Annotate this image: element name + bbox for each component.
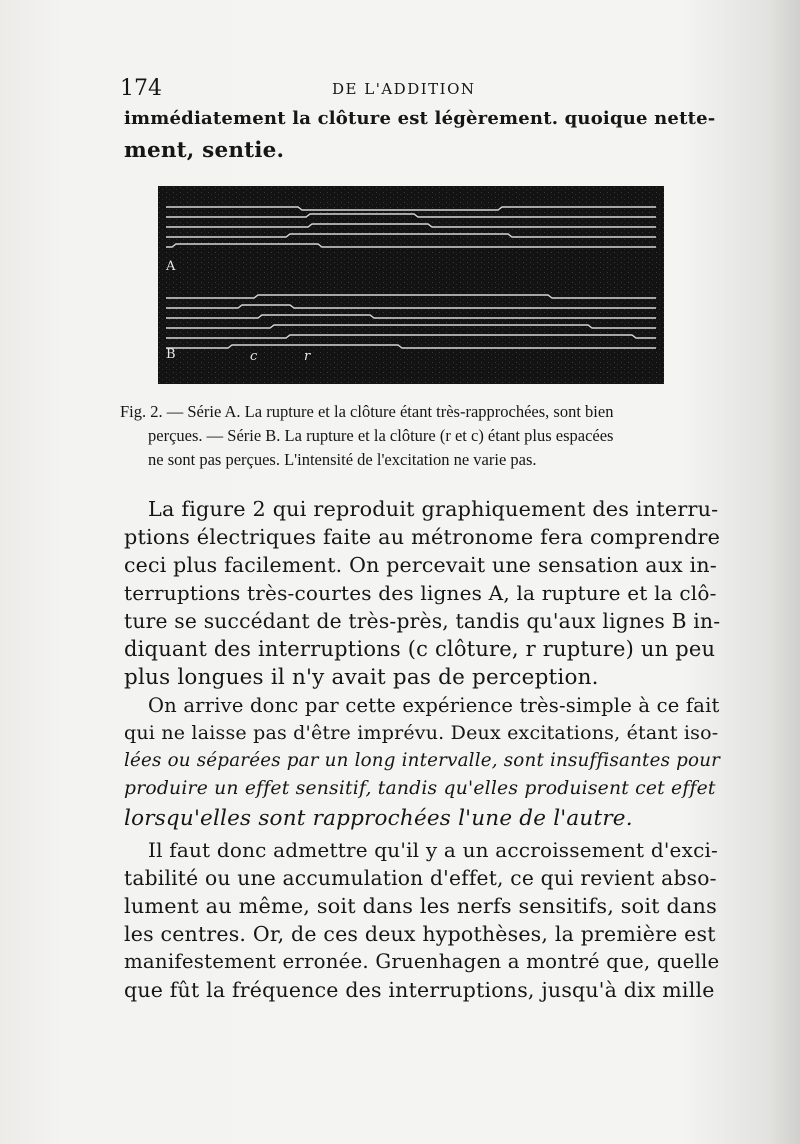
body-line-18: que fût la fréquence des interruptions, jusqu'à dix mille	[124, 978, 715, 1002]
body-line-9: qui ne laisse pas d'être imprévu. Deux excitations, étant iso-	[124, 722, 719, 744]
body-line-7: plus longues il n'y avait pas de perception.	[124, 665, 599, 690]
figure-caption-line-1: Fig. 2. — Série A. La rupture et la clôture étant très-rapprochées, sont bien	[120, 402, 614, 421]
running-head: DE L'ADDITION	[332, 80, 476, 98]
series-b-label: B	[166, 347, 176, 362]
body-line-12: lorsqu'elles sont rapprochées l'une de l'autre.	[124, 806, 633, 831]
figure-caption-line-3: ne sont pas perçues. L'intensité de l'excitation ne varie pas.	[148, 450, 537, 469]
page-number: 174	[120, 76, 162, 101]
body-line-1: La figure 2 qui reproduit graphiquement des interru-	[148, 497, 719, 521]
body-line-8: On arrive donc par cette expérience très-simple à ce fait	[148, 694, 720, 717]
body-line-17: manifestement erronée. Gruenhagen a montré que, quelle	[124, 950, 720, 973]
body-line-5: ture se succédant de très-près, tandis qu'aux lignes B in-	[124, 609, 721, 633]
body-line-15: lument au même, soit dans les nerfs sensitifs, soit dans	[124, 894, 717, 918]
body-line-14: tabilité ou une accumulation d'effet, ce qui revient abso-	[124, 866, 717, 890]
trace-figure-drawing	[158, 186, 664, 384]
body-line-6: diquant des interruptions (c clôture, r rupture) un peu	[124, 637, 716, 661]
closure-marker-label: c	[250, 349, 258, 364]
series-a-label: A	[166, 259, 176, 274]
body-line-13: Il faut donc admettre qu'il y a un accroissement d'exci-	[148, 838, 719, 862]
body-line-10: lées ou séparées par un long intervalle, sont insuffisantes pour	[124, 750, 721, 771]
body-line-2: ptions électriques faite au métronome fera comprendre	[124, 525, 721, 549]
figure-caption-line-2: perçues. — Série B. La rupture et la clôture (r et c) étant plus espacées	[148, 426, 614, 445]
intro-line-1: immédiatement la clôture est légèrement. quoique nette-	[124, 108, 716, 129]
intro-line-2: ment, sentie.	[124, 138, 285, 163]
body-line-16: les centres. Or, de ces deux hypothèses, la première est	[124, 922, 716, 946]
body-line-4: terruptions très-courtes des lignes A, la rupture et la clô-	[124, 581, 717, 605]
body-line-3: ceci plus facilement. On percevait une sensation aux in-	[124, 553, 717, 577]
trace-figure	[158, 186, 664, 384]
rupture-marker-label: r	[304, 349, 311, 364]
body-line-11: produire un effet sensitif, tandis qu'elles produisent cet effet	[124, 778, 716, 799]
page-header	[120, 76, 720, 104]
